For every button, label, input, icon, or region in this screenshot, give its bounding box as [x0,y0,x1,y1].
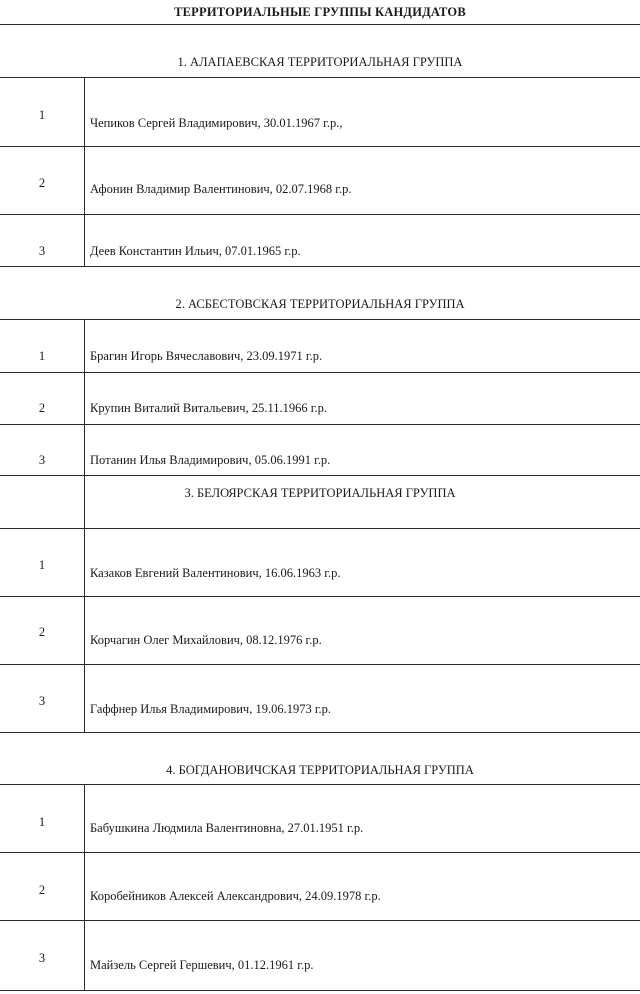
row-number: 3 [38,951,46,965]
rule [0,24,640,25]
group-heading: 4. БОГДАНОВИЧСКАЯ ТЕРРИТОРИАЛЬНАЯ ГРУППА [166,763,474,777]
rule [0,732,640,733]
candidate-name: Крупин Виталий Витальевич, 25.11.1966 г.р. [90,401,327,415]
rule [0,266,640,267]
rule [0,528,640,529]
rule [0,664,640,665]
row-number: 2 [38,625,46,639]
candidate-name: Корчагин Олег Михайлович, 08.12.1976 г.р. [90,633,322,647]
row-number: 3 [38,244,46,258]
group-heading: 1. АЛАПАЕВСКАЯ ТЕРРИТОРИАЛЬНАЯ ГРУППА [177,55,463,69]
row-number: 1 [38,815,46,829]
row-number: 2 [38,176,46,190]
candidate-name: Брагин Игорь Вячеславович, 23.09.1971 г.р. [90,349,323,363]
rule [0,920,640,921]
rule [0,77,640,78]
rule [0,784,640,785]
candidate-name: Казаков Евгений Валентинович, 16.06.1963 г.р. [90,566,341,580]
rule [0,424,640,425]
candidate-name: Майзель Сергей Гершевич, 01.12.1961 г.р. [90,958,314,972]
row-number: 3 [38,453,46,467]
group-heading: 2. АСБЕСТОВСКАЯ ТЕРРИТОРИАЛЬНАЯ ГРУППА [175,297,465,311]
candidate-name: Гаффнер Илья Владимирович, 19.06.1973 г.р. [90,702,332,716]
column-divider [84,77,85,266]
rule [0,852,640,853]
row-number: 2 [38,401,46,415]
rule [0,596,640,597]
rule [0,990,640,991]
candidate-name: Потанин Илья Владимирович, 05.06.1991 г.р. [90,453,331,467]
column-divider [84,528,85,732]
rule [0,214,640,215]
candidate-name: Афонин Владимир Валентинович, 02.07.1968 г.р. [90,182,352,196]
row-number: 1 [38,349,46,363]
rule [0,475,640,476]
column-divider [84,784,85,990]
candidate-name: Коробейников Алексей Александрович, 24.09.1978 г.р. [90,889,381,903]
candidate-name: Бабушкина Людмила Валентиновна, 27.01.1951 г.р. [90,821,364,835]
row-number: 3 [38,694,46,708]
row-number: 1 [38,558,46,572]
candidate-name: Чепиков Сергей Владимирович, 30.01.1967 г.р., [90,116,343,130]
rule [0,319,640,320]
group-heading: 3. БЕЛОЯРСКАЯ ТЕРРИТОРИАЛЬНАЯ ГРУППА [184,486,456,500]
rule [0,146,640,147]
row-number: 1 [38,108,46,122]
row-number: 2 [38,883,46,897]
rule [0,372,640,373]
candidate-name: Деев Константин Ильич, 07.01.1965 г.р. [90,244,301,258]
document-title: ТЕРРИТОРИАЛЬНЫЕ ГРУППЫ КАНДИДАТОВ [174,5,466,19]
